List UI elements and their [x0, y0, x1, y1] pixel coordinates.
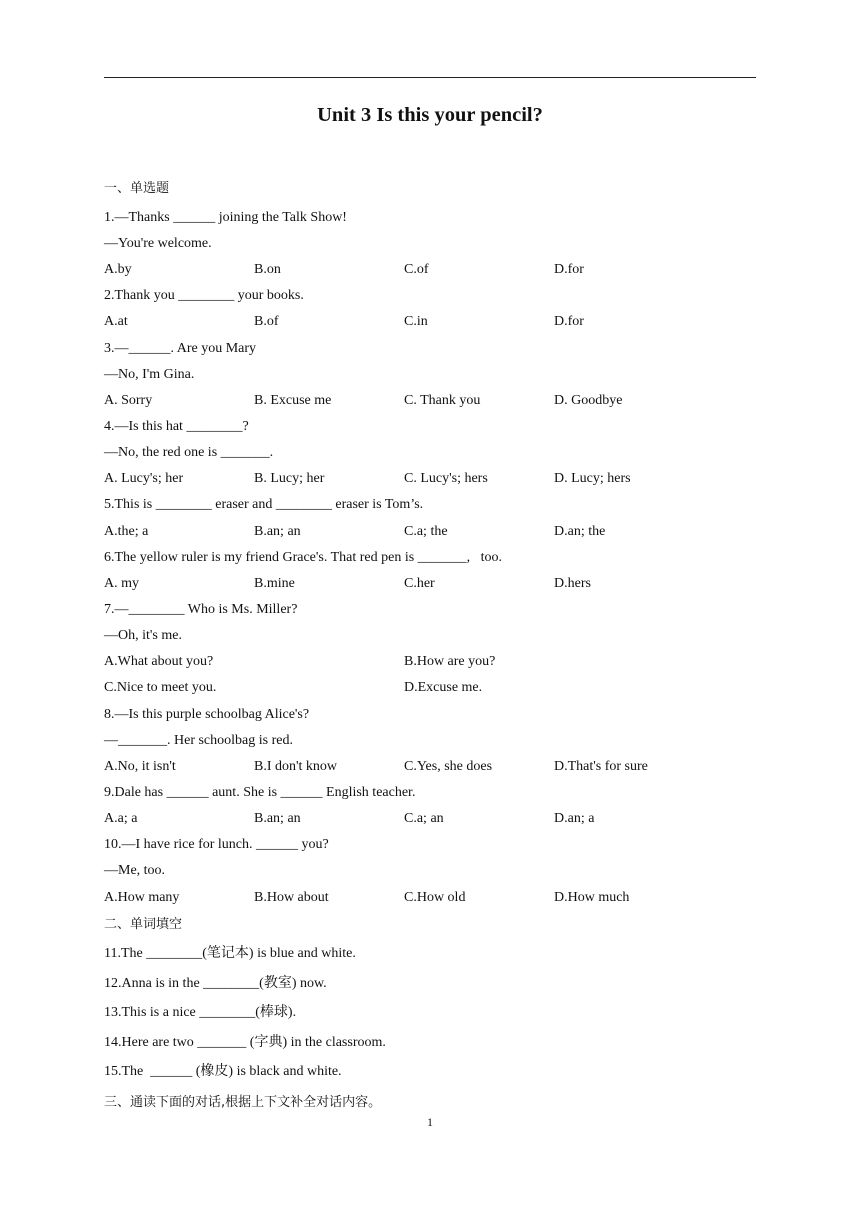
question-7-reply: —Oh, it's me. [104, 628, 182, 643]
option-a: A. Lucy's; her [104, 471, 184, 486]
option-d: D.an; a [554, 811, 595, 826]
page-number: 1 [427, 1115, 433, 1129]
section-heading-dialogue: 三、通读下面的对话,根据上下文补全对话内容。 [104, 1095, 382, 1110]
option-c: C.a; the [404, 524, 448, 539]
question-8-stem: 8.—Is this purple schoolbag Alice's? [104, 707, 310, 722]
question-2-stem: 2.Thank you ________ your books. [104, 288, 304, 303]
question-3-options [104, 392, 756, 410]
question-10-stem: 10.—I have rice for lunch. ______ you? [104, 837, 329, 852]
question-3-stem: 3.—______. Are you Mary [104, 341, 257, 356]
question-7-options-row2 [104, 679, 756, 697]
option-c: C.Nice to meet you. [104, 680, 217, 695]
question-8-options [104, 758, 756, 776]
question-3-reply: —No, I'm Gina. [104, 367, 195, 382]
question-7-options-row1 [104, 653, 756, 671]
option-c: C. Lucy's; hers [404, 471, 488, 486]
option-b: B.an; an [254, 811, 301, 826]
option-d: D.How much [554, 890, 630, 905]
option-d: D.Excuse me. [404, 680, 483, 695]
question-7-stem: 7.—________ Who is Ms. Miller? [104, 602, 298, 617]
option-b: B.of [254, 314, 279, 329]
option-c: C.of [404, 262, 429, 277]
option-b: B.I don't know [254, 759, 338, 774]
option-a: A.by [104, 262, 132, 277]
option-d: D.for [554, 262, 584, 277]
question-4-reply: —No, the red one is _______. [104, 445, 274, 460]
option-a: A.No, it isn't [104, 759, 176, 774]
option-d: D.hers [554, 576, 591, 591]
option-a: A.the; a [104, 524, 149, 539]
question-10-reply: —Me, too. [104, 863, 166, 878]
option-a: A. my [104, 576, 139, 591]
option-c: C.her [404, 576, 435, 591]
option-d: D.That's for sure [554, 759, 648, 774]
option-c: C.in [404, 314, 428, 329]
option-b: B.an; an [254, 524, 301, 539]
option-c: C.How old [404, 890, 466, 905]
option-a: A.What about you? [104, 654, 214, 669]
question-10-options [104, 889, 756, 907]
question-1-stem: 1.—Thanks ______ joining the Talk Show! [104, 210, 347, 225]
question-11: 11.The ________(笔记本) is blue and white. [104, 946, 356, 961]
question-6-stem: 6.The yellow ruler is my friend Grace's. That red pen is _______, too. [104, 550, 503, 565]
section-heading-word-fill: 二、单词填空 [104, 917, 183, 932]
page-title: Unit 3 Is this your pencil? [317, 104, 543, 126]
question-15: 15.The ______ (橡皮) is black and white. [104, 1064, 342, 1079]
question-8-reply: —_______. Her schoolbag is red. [104, 733, 293, 748]
question-1-options [104, 261, 756, 279]
question-12: 12.Anna is in the ________(教室) now. [104, 976, 327, 991]
option-b: B.How are you? [404, 654, 496, 669]
question-9-options [104, 810, 756, 828]
question-4-stem: 4.—Is this hat ________? [104, 419, 249, 434]
option-b: B. Excuse me [254, 393, 332, 408]
question-5-stem: 5.This is ________ eraser and ________ eraser is Tom’s. [104, 497, 424, 512]
question-6-options [104, 575, 756, 593]
option-b: B.mine [254, 576, 295, 591]
option-b: B.on [254, 262, 281, 277]
option-a: A.a; a [104, 811, 138, 826]
question-2-options [104, 313, 756, 331]
question-4-options [104, 470, 756, 488]
option-b: B.How about [254, 890, 329, 905]
option-c: C.Yes, she does [404, 759, 493, 774]
question-5-options [104, 523, 756, 541]
question-13: 13.This is a nice ________(棒球). [104, 1005, 297, 1020]
option-d: D. Goodbye [554, 393, 623, 408]
section-heading-single-choice: 一、单选题 [104, 181, 170, 196]
option-a: A. Sorry [104, 393, 153, 408]
option-c: C.a; an [404, 811, 444, 826]
question-9-stem: 9.Dale has ______ aunt. She is ______ English teacher. [104, 785, 416, 800]
question-14: 14.Here are two _______ (字典) in the classroom. [104, 1035, 386, 1050]
option-d: D.an; the [554, 524, 606, 539]
question-1-reply: —You're welcome. [104, 236, 212, 251]
option-b: B. Lucy; her [254, 471, 325, 486]
option-a: A.at [104, 314, 128, 329]
option-d: D. Lucy; hers [554, 471, 631, 486]
option-c: C. Thank you [404, 393, 481, 408]
header-rule [104, 77, 756, 78]
option-d: D.for [554, 314, 584, 329]
option-a: A.How many [104, 890, 180, 905]
